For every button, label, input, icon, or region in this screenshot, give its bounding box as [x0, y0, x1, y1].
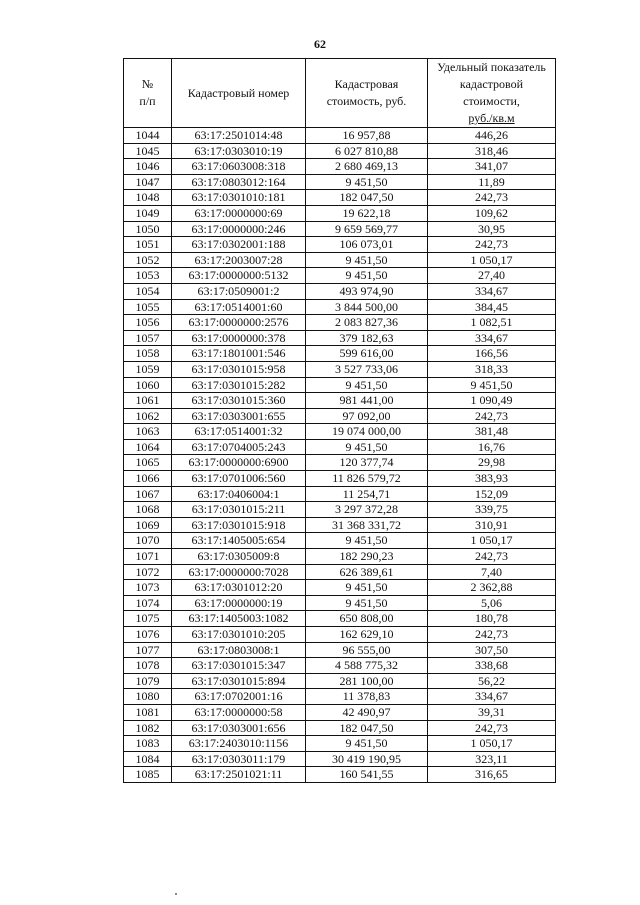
- row-number-cell: 1069: [124, 517, 172, 533]
- cadastral-number-cell: 63:17:0603008:318: [172, 159, 306, 175]
- scan-speck: [175, 893, 177, 895]
- specific-value-cell: 152,09: [428, 486, 556, 502]
- table-header: [124, 59, 556, 128]
- specific-value-cell: 1 082,51: [428, 315, 556, 331]
- specific-value-cell: 323,11: [428, 751, 556, 767]
- specific-value-cell: 339,75: [428, 502, 556, 518]
- cadastral-number-cell: 63:17:2501014:48: [172, 128, 306, 144]
- cadastral-number-cell: 63:17:0000000:7028: [172, 564, 306, 580]
- table-row: [124, 190, 556, 206]
- row-number-cell: 1058: [124, 346, 172, 362]
- row-number-cell: 1064: [124, 439, 172, 455]
- cadastral-value-cell: 9 451,50: [306, 580, 428, 596]
- row-number-cell: 1060: [124, 377, 172, 393]
- cadastral-value-cell: 2 083 827,36: [306, 315, 428, 331]
- table-row: [124, 673, 556, 689]
- header-number: [124, 59, 172, 128]
- cadastral-value-cell: 3 297 372,28: [306, 502, 428, 518]
- cadastral-value-cell: 162 629,10: [306, 627, 428, 643]
- cadastral-value-cell: 9 451,50: [306, 252, 428, 268]
- cadastral-value-cell: 9 451,50: [306, 736, 428, 752]
- specific-value-cell: 1 090,49: [428, 393, 556, 409]
- table-row: [124, 393, 556, 409]
- cadastral-number-cell: 63:17:0000000:69: [172, 205, 306, 221]
- cadastral-number-cell: 63:17:0301012:20: [172, 580, 306, 596]
- header-value-line1: Кадастровая: [334, 77, 399, 91]
- header-cadastral-value: [306, 59, 428, 128]
- cadastral-value-cell: 3 527 733,06: [306, 361, 428, 377]
- table-row: [124, 346, 556, 362]
- specific-value-cell: 9 451,50: [428, 377, 556, 393]
- cadastral-value-cell: 30 419 190,95: [306, 751, 428, 767]
- table-row: [124, 689, 556, 705]
- specific-value-cell: 318,46: [428, 143, 556, 159]
- table-row: [124, 361, 556, 377]
- specific-value-cell: 381,48: [428, 424, 556, 440]
- table-row: [124, 159, 556, 175]
- specific-value-cell: 166,56: [428, 346, 556, 362]
- cadastral-value-cell: 2 680 469,13: [306, 159, 428, 175]
- table-row: [124, 330, 556, 346]
- cadastral-number-cell: 63:17:0000000:19: [172, 595, 306, 611]
- table-row: [124, 549, 556, 565]
- specific-value-cell: 242,73: [428, 408, 556, 424]
- row-number-cell: 1072: [124, 564, 172, 580]
- cadastral-number-cell: 63:17:1405005:654: [172, 533, 306, 549]
- row-number-cell: 1050: [124, 221, 172, 237]
- table-row: [124, 486, 556, 502]
- table-row: [124, 767, 556, 783]
- cadastral-value-cell: 626 389,61: [306, 564, 428, 580]
- specific-value-cell: 30,95: [428, 221, 556, 237]
- header-specific-line2: кадастровой: [459, 77, 524, 91]
- table-row: [124, 128, 556, 144]
- table-row: [124, 221, 556, 237]
- specific-value-cell: 334,67: [428, 330, 556, 346]
- specific-value-cell: 109,62: [428, 205, 556, 221]
- row-number-cell: 1061: [124, 393, 172, 409]
- row-number-cell: 1049: [124, 205, 172, 221]
- cadastral-number-cell: 63:17:0301010:205: [172, 627, 306, 643]
- cadastral-value-cell: 9 451,50: [306, 595, 428, 611]
- row-number-cell: 1083: [124, 736, 172, 752]
- row-number-cell: 1076: [124, 627, 172, 643]
- row-number-cell: 1082: [124, 720, 172, 736]
- specific-value-cell: 27,40: [428, 268, 556, 284]
- row-number-cell: 1045: [124, 143, 172, 159]
- table-row: [124, 704, 556, 720]
- specific-value-cell: 16,76: [428, 439, 556, 455]
- cadastral-value-cell: 182 047,50: [306, 190, 428, 206]
- table-row: [124, 377, 556, 393]
- table-row: [124, 627, 556, 643]
- specific-value-cell: 334,67: [428, 283, 556, 299]
- cadastral-value-cell: 281 100,00: [306, 673, 428, 689]
- row-number-cell: 1077: [124, 642, 172, 658]
- specific-value-cell: 242,73: [428, 237, 556, 253]
- row-number-cell: 1085: [124, 767, 172, 783]
- cadastral-number-cell: 63:17:0514001:60: [172, 299, 306, 315]
- cadastral-number-cell: 63:17:0509001:2: [172, 283, 306, 299]
- cadastral-number-cell: 63:17:0704005:243: [172, 439, 306, 455]
- cadastral-value-cell: 19 074 000,00: [306, 424, 428, 440]
- header-specific-value: [428, 59, 556, 128]
- cadastral-number-cell: 63:17:0301015:211: [172, 502, 306, 518]
- cadastral-number-cell: 63:17:0000000:246: [172, 221, 306, 237]
- cadastral-number-cell: 63:17:0301015:347: [172, 658, 306, 674]
- row-number-cell: 1065: [124, 455, 172, 471]
- table-row: [124, 237, 556, 253]
- specific-value-cell: 39,31: [428, 704, 556, 720]
- table-row: [124, 564, 556, 580]
- cadastral-value-cell: 106 073,01: [306, 237, 428, 253]
- cadastral-value-cell: 19 622,18: [306, 205, 428, 221]
- row-number-cell: 1057: [124, 330, 172, 346]
- header-row: [124, 59, 556, 128]
- table-row: [124, 268, 556, 284]
- row-number-cell: 1079: [124, 673, 172, 689]
- table-row: [124, 533, 556, 549]
- cadastral-number-cell: 63:17:0702001:16: [172, 689, 306, 705]
- cadastral-value-cell: 9 451,50: [306, 268, 428, 284]
- table-row: [124, 658, 556, 674]
- table-row: [124, 424, 556, 440]
- table-row: [124, 720, 556, 736]
- cadastral-value-cell: 981 441,00: [306, 393, 428, 409]
- cadastral-number-cell: 63:17:1801001:546: [172, 346, 306, 362]
- table-row: [124, 252, 556, 268]
- cadastral-number-cell: 63:17:0406004:1: [172, 486, 306, 502]
- cadastral-number-cell: 63:17:0301015:958: [172, 361, 306, 377]
- cadastral-value-cell: 9 451,50: [306, 533, 428, 549]
- cadastral-number-cell: 63:17:0000000:378: [172, 330, 306, 346]
- specific-value-cell: 307,50: [428, 642, 556, 658]
- cadastral-value-cell: 9 451,50: [306, 174, 428, 190]
- header-specific-line1: Удельный показатель: [437, 60, 546, 74]
- header-cadastral-number: [172, 59, 306, 128]
- cadastral-number-cell: 63:17:0305009:8: [172, 549, 306, 565]
- table-row: [124, 736, 556, 752]
- cadastral-value-cell: 9 659 569,77: [306, 221, 428, 237]
- specific-value-cell: 384,45: [428, 299, 556, 315]
- cadastral-value-cell: 182 290,23: [306, 549, 428, 565]
- header-cadastral-number-text: Кадастровый номер: [187, 85, 290, 100]
- cadastral-number-cell: 63:17:0301015:360: [172, 393, 306, 409]
- cadastral-number-cell: 63:17:0301015:282: [172, 377, 306, 393]
- cadastral-number-cell: 63:17:0000000:2576: [172, 315, 306, 331]
- table-row: [124, 283, 556, 299]
- row-number-cell: 1078: [124, 658, 172, 674]
- cadastral-number-cell: 63:17:0303011:179: [172, 751, 306, 767]
- cadastral-value-cell: 96 555,00: [306, 642, 428, 658]
- cadastral-value-cell: 650 808,00: [306, 611, 428, 627]
- cadastral-number-cell: 63:17:2003007:28: [172, 252, 306, 268]
- specific-value-cell: 310,91: [428, 517, 556, 533]
- cadastral-number-cell: 63:17:0303001:656: [172, 720, 306, 736]
- table-row: [124, 143, 556, 159]
- cadastral-value-cell: 9 451,50: [306, 377, 428, 393]
- row-number-cell: 1044: [124, 128, 172, 144]
- cadastral-value-cell: 31 368 331,72: [306, 517, 428, 533]
- cadastral-number-cell: 63:17:0000000:5132: [172, 268, 306, 284]
- table-row: [124, 471, 556, 487]
- specific-value-cell: 338,68: [428, 658, 556, 674]
- header-specific-line4: руб./кв.м: [468, 111, 515, 125]
- table-row: [124, 205, 556, 221]
- specific-value-cell: 1 050,17: [428, 736, 556, 752]
- cadastral-number-cell: 63:17:0302001:188: [172, 237, 306, 253]
- page-number: 62: [314, 37, 326, 51]
- specific-value-cell: 1 050,17: [428, 252, 556, 268]
- row-number-cell: 1067: [124, 486, 172, 502]
- cadastral-number-cell: 63:17:0000000:58: [172, 704, 306, 720]
- cadastral-value-cell: 4 588 775,32: [306, 658, 428, 674]
- header-value-line2: стоимость, руб.: [326, 94, 407, 108]
- table-row: [124, 751, 556, 767]
- specific-value-cell: 242,73: [428, 190, 556, 206]
- row-number-cell: 1084: [124, 751, 172, 767]
- row-number-cell: 1059: [124, 361, 172, 377]
- table-row: [124, 611, 556, 627]
- cadastral-number-cell: 63:17:0803008:1: [172, 642, 306, 658]
- specific-value-cell: 2 362,88: [428, 580, 556, 596]
- specific-value-cell: 242,73: [428, 720, 556, 736]
- table-row: [124, 517, 556, 533]
- cadastral-value-cell: 599 616,00: [306, 346, 428, 362]
- cadastral-value-cell: 97 092,00: [306, 408, 428, 424]
- cadastral-number-cell: 63:17:0301010:181: [172, 190, 306, 206]
- cadastral-number-cell: 63:17:0301015:894: [172, 673, 306, 689]
- row-number-cell: 1051: [124, 237, 172, 253]
- specific-value-cell: 316,65: [428, 767, 556, 783]
- table-row: [124, 408, 556, 424]
- specific-value-cell: 7,40: [428, 564, 556, 580]
- cadastral-value-cell: 379 182,63: [306, 330, 428, 346]
- specific-value-cell: 446,26: [428, 128, 556, 144]
- row-number-cell: 1062: [124, 408, 172, 424]
- row-number-cell: 1075: [124, 611, 172, 627]
- header-number-line2: п/п: [139, 94, 156, 108]
- specific-value-cell: 11,89: [428, 174, 556, 190]
- cadastral-number-cell: 63:17:0000000:6900: [172, 455, 306, 471]
- cadastral-value-table: [123, 58, 556, 783]
- cadastral-number-cell: 63:17:0301015:918: [172, 517, 306, 533]
- cadastral-number-cell: 63:17:1405003:1082: [172, 611, 306, 627]
- cadastral-value-cell: 42 490,97: [306, 704, 428, 720]
- cadastral-value-cell: 120 377,74: [306, 455, 428, 471]
- row-number-cell: 1048: [124, 190, 172, 206]
- row-number-cell: 1070: [124, 533, 172, 549]
- row-number-cell: 1055: [124, 299, 172, 315]
- row-number-cell: 1056: [124, 315, 172, 331]
- cadastral-number-cell: 63:17:0303001:655: [172, 408, 306, 424]
- cadastral-number-cell: 63:17:0803012:164: [172, 174, 306, 190]
- cadastral-value-cell: 182 047,50: [306, 720, 428, 736]
- specific-value-cell: 29,98: [428, 455, 556, 471]
- row-number-cell: 1068: [124, 502, 172, 518]
- specific-value-cell: 341,07: [428, 159, 556, 175]
- table-row: [124, 580, 556, 596]
- header-specific-line3: стоимости,: [463, 94, 520, 108]
- row-number-cell: 1047: [124, 174, 172, 190]
- row-number-cell: 1080: [124, 689, 172, 705]
- row-number-cell: 1046: [124, 159, 172, 175]
- specific-value-cell: 334,67: [428, 689, 556, 705]
- row-number-cell: 1071: [124, 549, 172, 565]
- specific-value-cell: 56,22: [428, 673, 556, 689]
- specific-value-cell: 180,78: [428, 611, 556, 627]
- row-number-cell: 1081: [124, 704, 172, 720]
- cadastral-value-cell: 493 974,90: [306, 283, 428, 299]
- table-row: [124, 439, 556, 455]
- specific-value-cell: 318,33: [428, 361, 556, 377]
- cadastral-value-cell: 6 027 810,88: [306, 143, 428, 159]
- cadastral-value-cell: 11 826 579,72: [306, 471, 428, 487]
- cadastral-number-cell: 63:17:2501021:11: [172, 767, 306, 783]
- row-number-cell: 1052: [124, 252, 172, 268]
- cadastral-number-cell: 63:17:0303010:19: [172, 143, 306, 159]
- cadastral-number-cell: 63:17:0701006:560: [172, 471, 306, 487]
- row-number-cell: 1063: [124, 424, 172, 440]
- specific-value-cell: 5,06: [428, 595, 556, 611]
- cadastral-value-cell: 11 254,71: [306, 486, 428, 502]
- row-number-cell: 1073: [124, 580, 172, 596]
- table-row: [124, 595, 556, 611]
- row-number-cell: 1053: [124, 268, 172, 284]
- cadastral-value-cell: 3 844 500,00: [306, 299, 428, 315]
- specific-value-cell: 242,73: [428, 549, 556, 565]
- specific-value-cell: 1 050,17: [428, 533, 556, 549]
- table-row: [124, 174, 556, 190]
- cadastral-number-cell: 63:17:0514001:32: [172, 424, 306, 440]
- header-number-line1: №: [141, 77, 154, 91]
- row-number-cell: 1066: [124, 471, 172, 487]
- table-row: [124, 502, 556, 518]
- cadastral-value-cell: 160 541,55: [306, 767, 428, 783]
- specific-value-cell: 383,93: [428, 471, 556, 487]
- specific-value-cell: 242,73: [428, 627, 556, 643]
- cadastral-value-cell: 9 451,50: [306, 439, 428, 455]
- table-body: [124, 128, 556, 783]
- table-row: [124, 315, 556, 331]
- cadastral-value-cell: 16 957,88: [306, 128, 428, 144]
- row-number-cell: 1054: [124, 283, 172, 299]
- table-row: [124, 455, 556, 471]
- cadastral-number-cell: 63:17:2403010:1156: [172, 736, 306, 752]
- cadastral-value-cell: 11 378,83: [306, 689, 428, 705]
- row-number-cell: 1074: [124, 595, 172, 611]
- table-row: [124, 642, 556, 658]
- table-row: [124, 299, 556, 315]
